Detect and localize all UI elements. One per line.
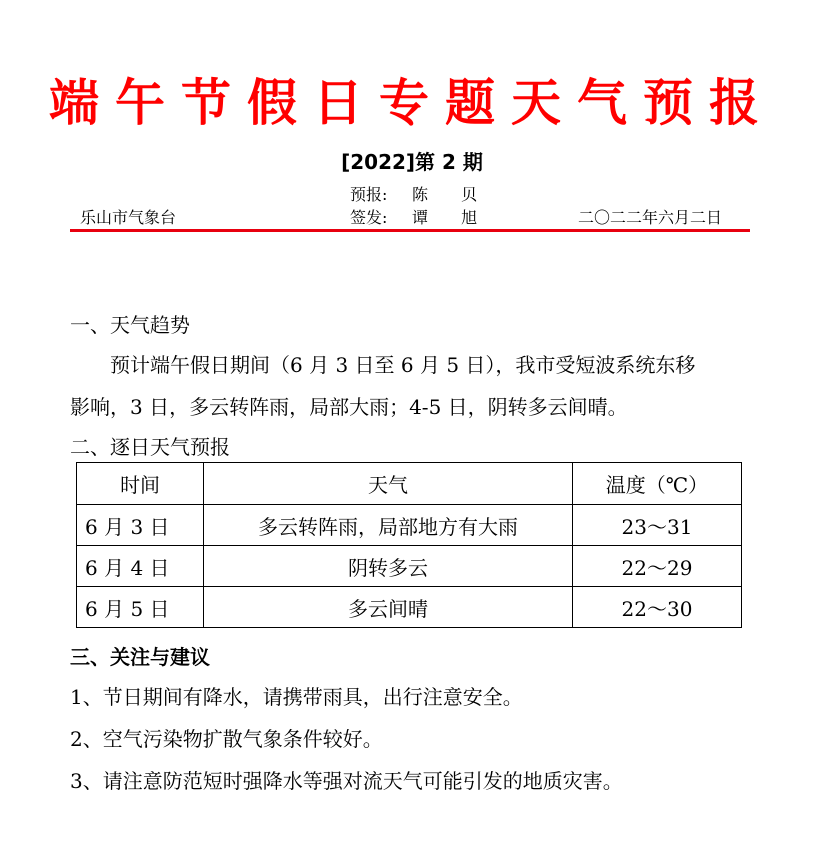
cell-weather: 多云间晴: [204, 587, 573, 628]
cell-date: 6 月 4 日: [77, 546, 204, 587]
advice-item-1: 1、节日期间有降水，请携带雨具，出行注意安全。: [70, 685, 523, 709]
table-row: [77, 587, 742, 628]
issue-number: [2022]第 2 期: [341, 150, 483, 174]
table-header-row: [77, 463, 742, 505]
cell-temperature: 22～30: [572, 587, 741, 628]
advice-item-3: 3、请注意防范短时强降水等强对流天气可能引发的地质灾害。: [70, 769, 623, 793]
issuer-name: 谭 旭: [412, 208, 492, 227]
cell-weather: 多云转阵雨，局部地方有大雨: [204, 505, 573, 546]
cell-weather: 阴转多云: [204, 546, 573, 587]
advice-item-2: 2、空气污染物扩散气象条件较好。: [70, 727, 383, 751]
table-row: [77, 546, 742, 587]
issuer-line: [350, 207, 491, 229]
forecaster-line: [350, 184, 491, 206]
col-header-temperature: 温度（℃）: [572, 463, 741, 505]
section1-heading: 一、天气趋势: [70, 313, 190, 337]
section1-para-line2: 影响，3 日，多云转阵雨，局部大雨；4-5 日，阴转多云间晴。: [70, 395, 628, 419]
section3-heading: 三、关注与建议: [70, 645, 210, 669]
col-header-weather: 天气: [204, 463, 573, 505]
forecaster-name: 陈 贝: [412, 185, 492, 204]
forecast-table: [76, 462, 742, 628]
col-header-time: 时间: [77, 463, 204, 505]
section1-para-line1: 预计端午假日期间（6 月 3 日至 6 月 5 日），我市受短波系统东移: [110, 353, 696, 377]
cell-date: 6 月 5 日: [77, 587, 204, 628]
section2-heading: 二、逐日天气预报: [70, 435, 230, 459]
issuer-label: 签发:: [350, 208, 388, 227]
cell-date: 6 月 3 日: [77, 505, 204, 546]
cell-temperature: 22～29: [572, 546, 741, 587]
table-row: [77, 505, 742, 546]
issue-date: 二〇二二年六月二日: [578, 208, 723, 227]
organization: 乐山市气象台: [80, 208, 177, 227]
document-title: 端午节假日专题天气预报: [49, 73, 775, 132]
forecaster-label: 预报:: [350, 185, 388, 204]
cell-temperature: 23～31: [572, 505, 741, 546]
header-red-rule: [70, 229, 750, 232]
